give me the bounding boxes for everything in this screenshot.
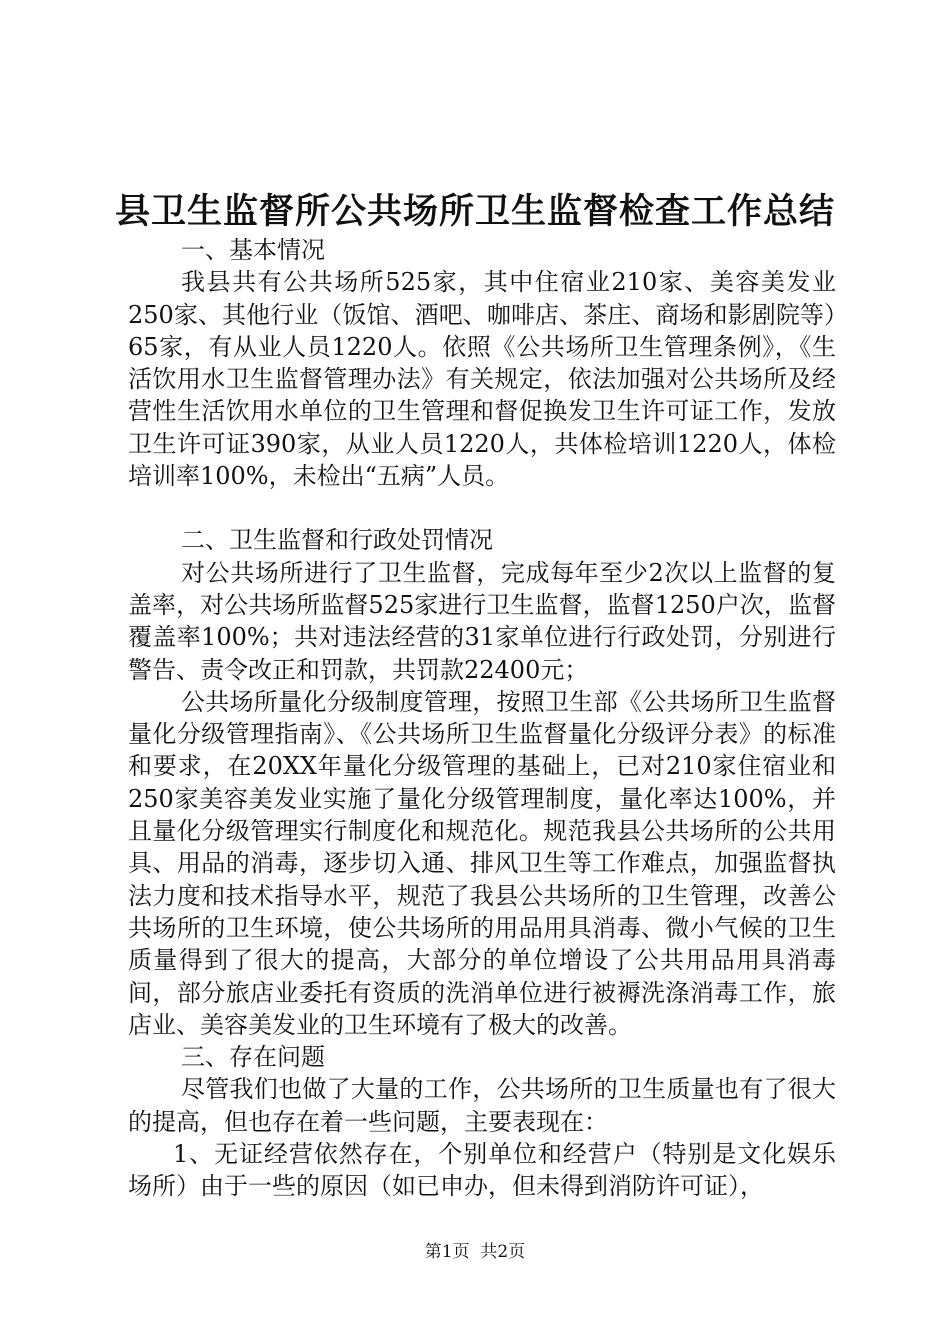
document-title: 县卫生监督所公共场所卫生监督检查工作总结 [114,191,835,232]
section-heading: 二、卫生监督和行政处罚情况 [181,526,493,555]
document-body [128,234,836,1203]
paragraph: 1、无证经营依然存在，个别单位和经营户（特别是文化娱乐场所）由于一些的原因（如已申办，但未得到消防许可证）， [128,1140,836,1201]
page-footer: 第1页 共2页 [424,1242,526,1262]
paragraph: 尽管我们也做了大量的工作，公共场所的卫生质量也有了很大的提高，但也存在着一些问题，主要表现在： [128,1075,836,1136]
paragraph: 我县共有公共场所525家，其中住宿业210家、美容美发业250家、其他行业（饭馆、酒吧、咖啡店、茶庄、商场和影剧院等）65家，有从业人员1220人。依照《公共场所卫生管理条例》，《生活饮用水卫生监督管理办法》有关规定，依法加强对公共场所及经营性生活饮用水单位的卫生管理和督促换发卫生许可证工作，发放卫生许可证390家，从业人员1220人，共体检培训1220人，体检培训率100%，未检出“五病”人员。 [128,268,836,491]
paragraph-spacer [128,492,836,524]
paragraph: 公共场所量化分级制度管理，按照卫生部《公共场所卫生监督量化分级管理指南》、《公共场所卫生监督量化分级评分表》的标准和要求，在20XX年量化分级管理的基础上，已对210家住宿业和250家美容美发业实施了量化分级管理制度，量化率达100%，并且量化分级管理实行制度化和规范化。规范我县公共场所的公共用具、用品的消毒，逐步切入通、排风卫生等工作难点，加强监督执法力度和技术指导水平，规范了我县公共场所的卫生管理，改善公共场所的卫生环境，使公共场所的用品用具消毒、微小气候的卫生质量得到了很大的提高，大部分的单位增设了公共用品用具消毒间，部分旅店业委托有资质的洗消单位进行被褥洗涤消毒工作，旅店业、美容美发业的卫生环境有了极大的改善。 [128,687,836,1039]
section-heading: 一、基本情况 [181,236,325,264]
section-heading: 三、存在问题 [181,1043,325,1072]
paragraph: 对公共场所进行了卫生监督，完成每年至少2次以上监督的复盖率，对公共场所监督525家进行卫生监督，监督1250户次，监督覆盖率100%；共对违法经营的31家单位进行行政处罚，分别进行警告、责令改正和罚款，共罚款22400元； [128,558,836,684]
